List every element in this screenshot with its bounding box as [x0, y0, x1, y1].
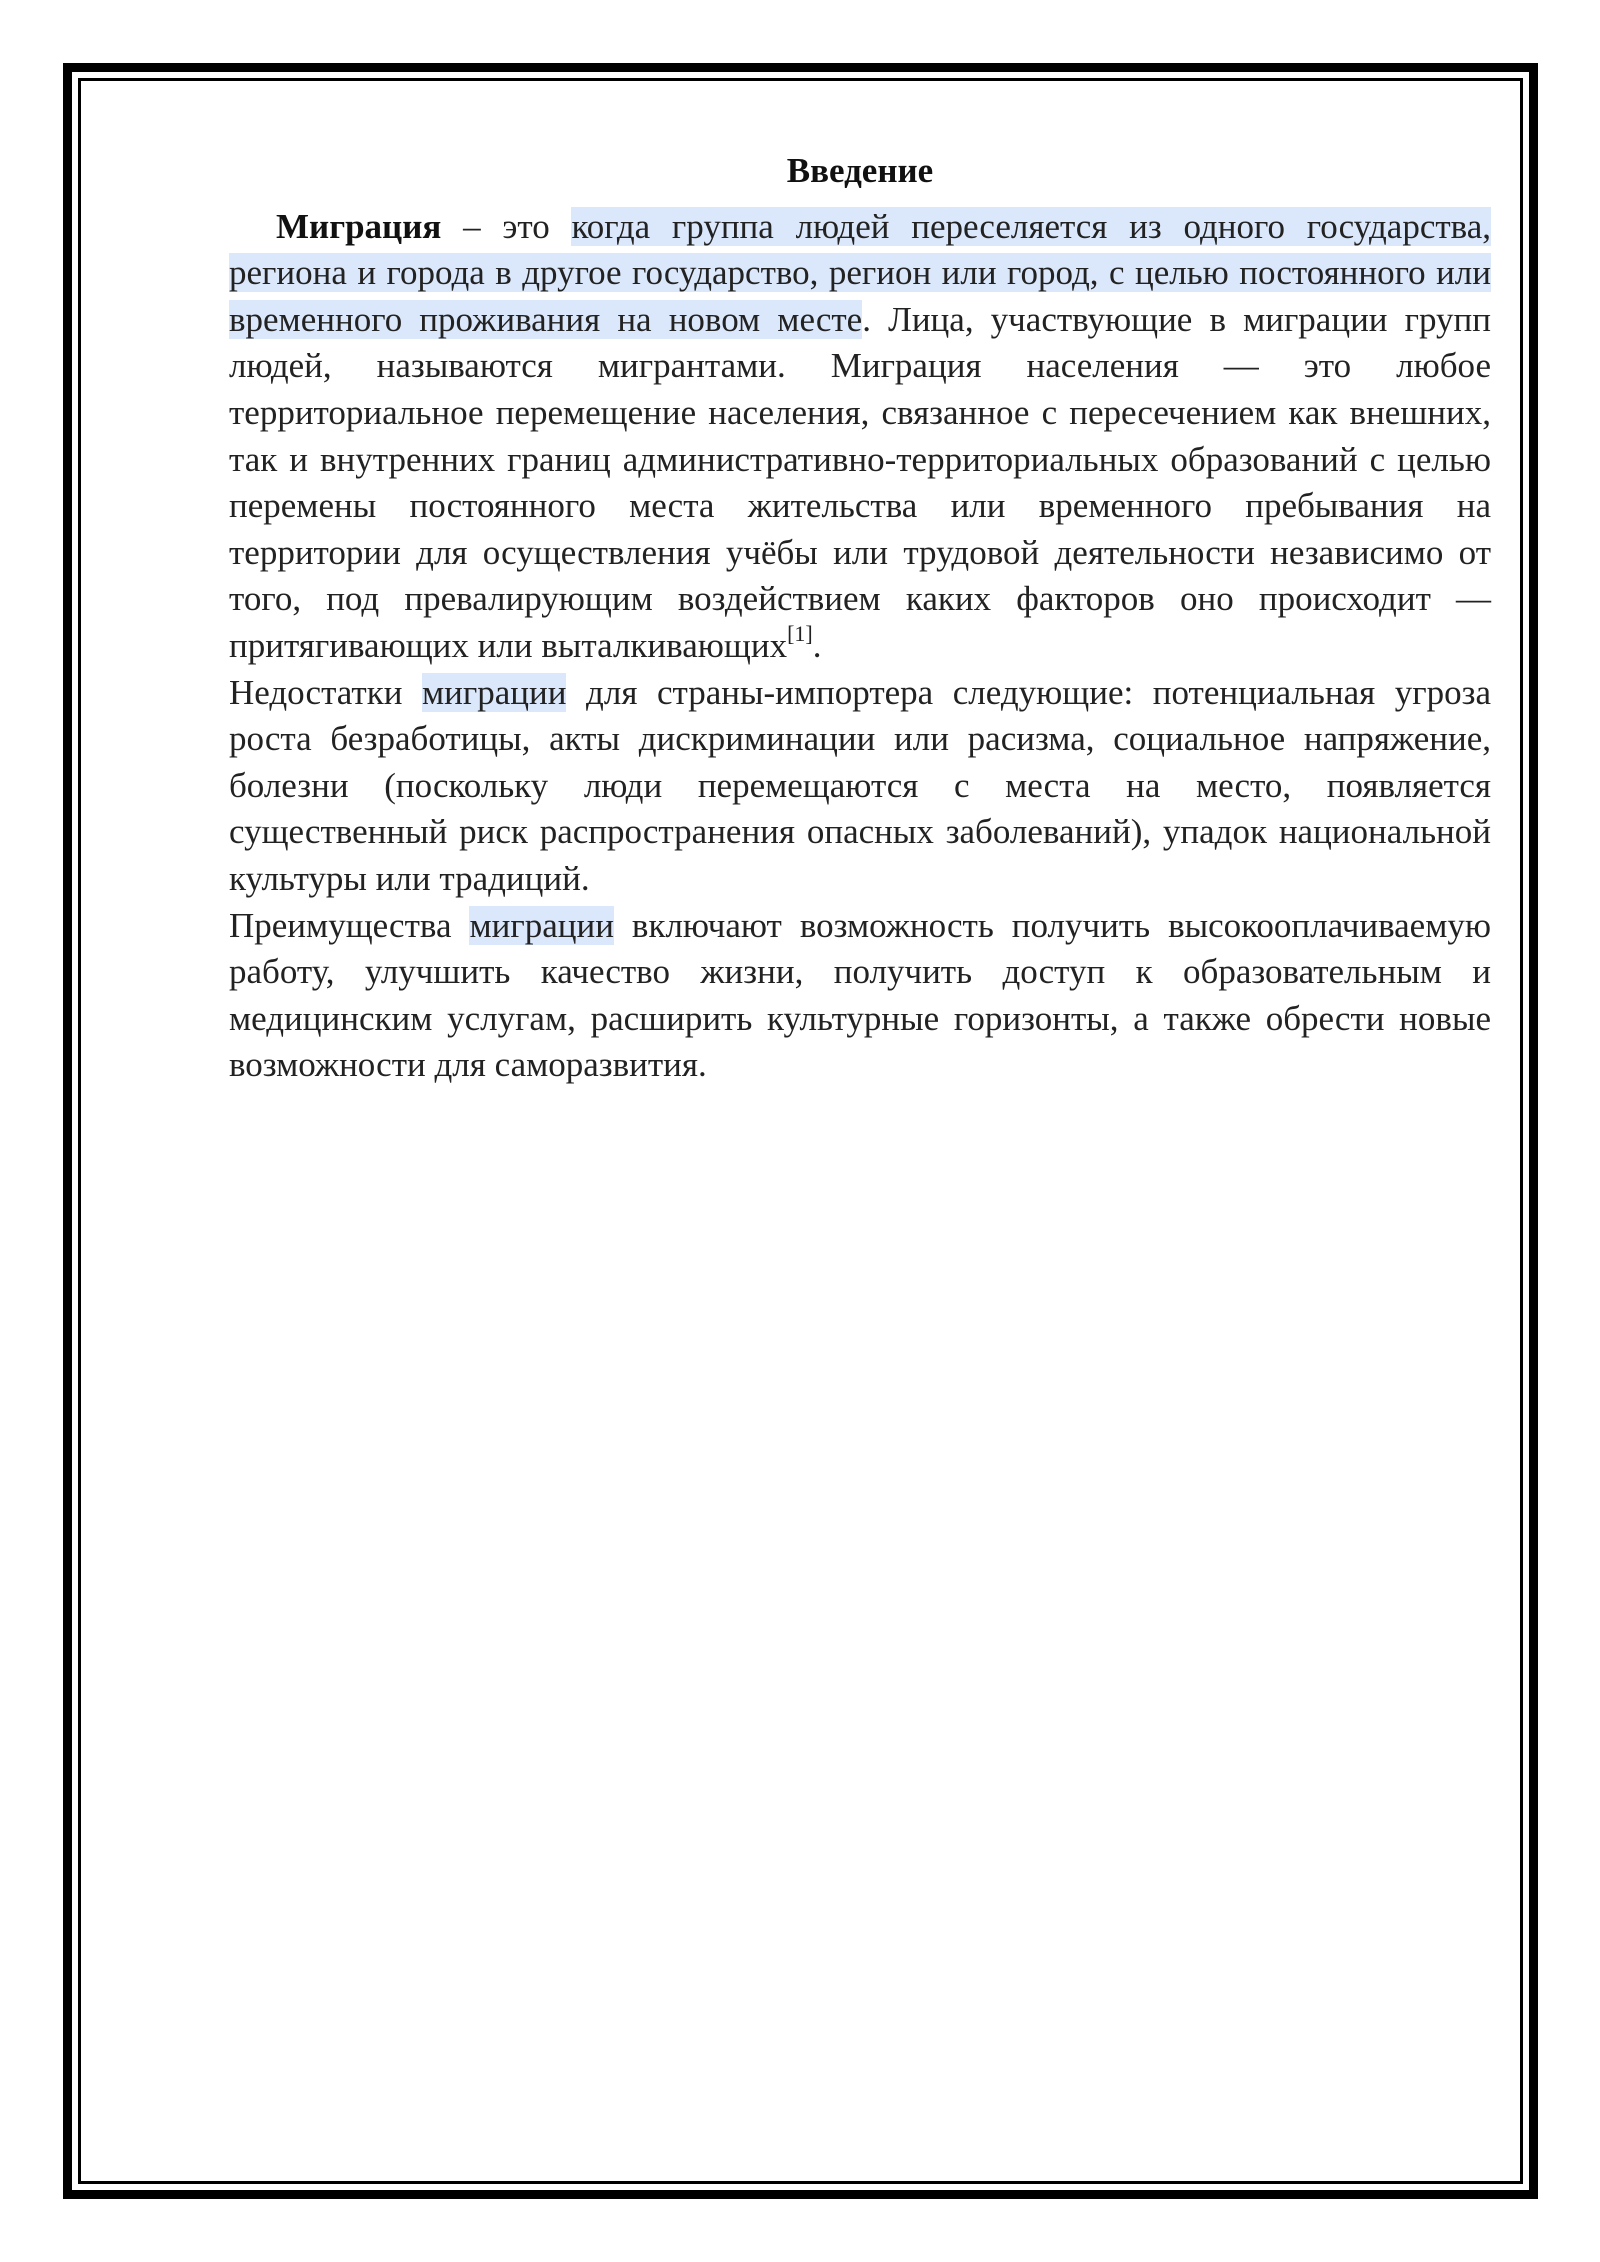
footnote-reference[interactable]: [1] — [787, 620, 813, 646]
dash-text: – это — [441, 206, 572, 246]
intro-paragraph[interactable] — [229, 204, 1491, 1089]
highlighted-word-migration-2[interactable]: миграции — [469, 905, 614, 945]
advantages-text: включают возможность получить высокооплачиваемую работу, улучшить качество жизни, получить доступ к образовательным и медицинским услугам, расширить культурные горизонты, а также обрести новые возможности для саморазвития. — [229, 905, 1491, 1085]
term-migration: Миграция — [276, 206, 442, 246]
disadvantages-lead: Недостатки — [229, 672, 423, 712]
highlighted-definition[interactable]: когда группа людей переселяется из одного государства, региона и города в другое государство, регион или город, с целью постоянного или временного проживания на новом месте — [229, 206, 1491, 339]
document-body — [229, 148, 1491, 1089]
definition-continuation: . Лица, участвующие в миграции групп людей, называются мигрантами. Миграция населения — это любое территориальное перемещение населения, связанное с пересечением как внешних, так и внутренних границ административно-территориальных образований с целью перемены постоянного места жительства или временного пребывания на территории для осуществления учёбы или трудовой деятельности независимо от того, под превалирующим воздействием каких факторов оно происходит — притягивающих или выталкивающих — [229, 299, 1491, 665]
footnote-period: . — [812, 625, 822, 665]
disadvantages-text: для страны-импортера следующие: потенциальная угроза роста безработицы, акты дискриминации или расизма, социальное напряжение, болезни (поскольку люди перемещаются с места на место, появляется существенный риск распространения опасных заболеваний), упадок национальной культуры или традиций. — [229, 672, 1491, 898]
highlighted-word-migration-1[interactable]: миграции — [422, 672, 567, 712]
page-title: Введение — [786, 151, 934, 190]
advantages-lead: Преимущества — [229, 905, 470, 945]
